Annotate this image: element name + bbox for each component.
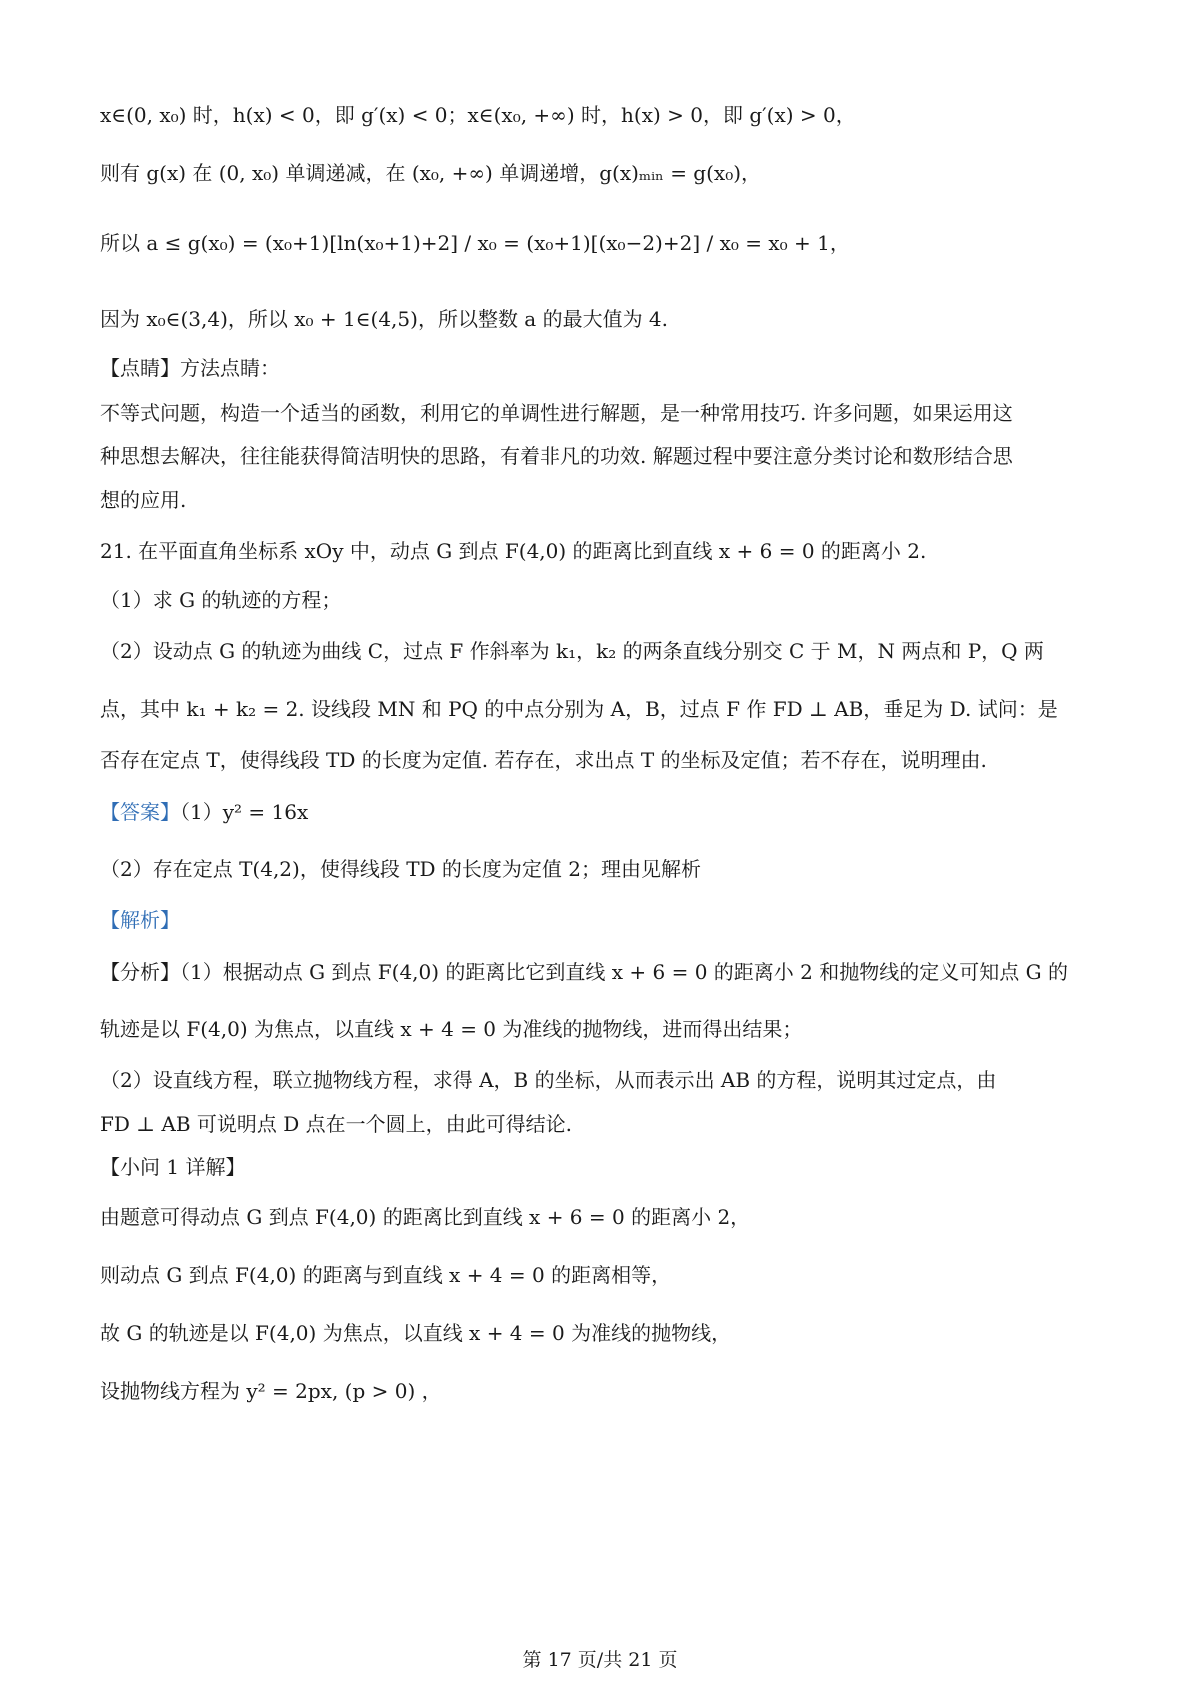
answer-part-1: （1）y² = 16x [180,800,309,824]
answer-label: 【答案】 [100,800,180,824]
page-footer: 第 17 页/共 21 页 [522,1649,678,1671]
analysis-line-3: （2）设直线方程，联立抛物线方程，求得 A，B 的坐标，从而表示出 AB 的方程，说明其过定点，由 [100,1068,997,1092]
text-line-1: x∈(0, x₀) 时，h(x) < 0，即 g′(x) < 0；x∈(x₀, +∞) 时，h(x) > 0，即 g′(x) > 0， [100,103,856,127]
text-line-8: 想的应用. [100,488,187,512]
text-line-2: 则有 g(x) 在 (0, x₀) 单调递减，在 (x₀, +∞) 单调递增，g(x)ₘᵢₙ = g(x₀)， [100,161,762,185]
question-21-part-2-line-2: 点，其中 k₁ + k₂ = 2. 设线段 MN 和 PQ 的中点分别为 A，B，过点 F 作 FD ⊥ AB，垂足为 D. 试问：是 [100,697,1058,721]
solution-line-2: 则动点 G 到点 F(4,0) 的距离与到直线 x + 4 = 0 的距离相等， [100,1263,672,1287]
answer-line-1 [100,797,1100,827]
question-21-part-1: （1）求 G 的轨迹的方程； [100,588,342,612]
equation-line-3: 所以 a ≤ g(x₀) = (x₀+1)[ln(x₀+1)+2] / x₀ = (x₀+1)[(x₀−2)+2] / x₀ = x₀ + 1， [100,231,850,255]
solution-line-3: 故 G 的轨迹是以 F(4,0) 为焦点，以直线 x + 4 = 0 为准线的抛物线， [100,1321,732,1345]
question-21-part-2-line-1: （2）设动点 G 的轨迹为曲线 C，过点 F 作斜率为 k₁，k₂ 的两条直线分别交 C 于 M，N 两点和 P，Q 两 [100,639,1044,663]
text-line-4: 因为 x₀∈(3,4)，所以 x₀ + 1∈(4,5)，所以整数 a 的最大值为 4. [100,307,669,331]
analysis-line-1: 【分析】（1）根据动点 G 到点 F(4,0) 的距离比它到直线 x + 6 = 0 的距离小 2 和抛物线的定义可知点 G 的 [100,960,1068,984]
text-line-7: 种思想去解决，往往能获得简洁明快的思路，有着非凡的功效. 解题过程中要注意分类讨论和数形结合思 [100,444,1013,468]
tip-heading: 【点睛】方法点睛： [100,356,280,380]
subquestion-1-heading: 【小问 1 详解】 [100,1155,246,1179]
question-21-part-2-line-3: 否存在定点 T，使得线段 TD 的长度为定值. 若存在，求出点 T 的坐标及定值；若不存在，说明理由. [100,748,987,772]
analysis-heading: 【解析】 [100,908,180,932]
text-line-6: 不等式问题，构造一个适当的函数，利用它的单调性进行解题，是一种常用技巧. 许多问题，如果运用这 [100,401,1013,425]
solution-line-4: 设抛物线方程为 y² = 2px, (p > 0) ， [100,1379,442,1403]
question-21-stem: 21. 在平面直角坐标系 xOy 中，动点 G 到点 F(4,0) 的距离比到直线 x + 6 = 0 的距离小 2. [100,539,927,563]
analysis-line-4: FD ⊥ AB 可说明点 D 点在一个圆上，由此可得结论. [100,1112,573,1136]
solution-line-1: 由题意可得动点 G 到点 F(4,0) 的距离比到直线 x + 6 = 0 的距离小 2， [100,1205,751,1229]
analysis-line-2: 轨迹是以 F(4,0) 为焦点，以直线 x + 4 = 0 为准线的抛物线，进而得出结果； [100,1017,803,1041]
answer-line-2: （2）存在定点 T(4,2)，使得线段 TD 的长度为定值 2；理由见解析 [100,857,702,881]
